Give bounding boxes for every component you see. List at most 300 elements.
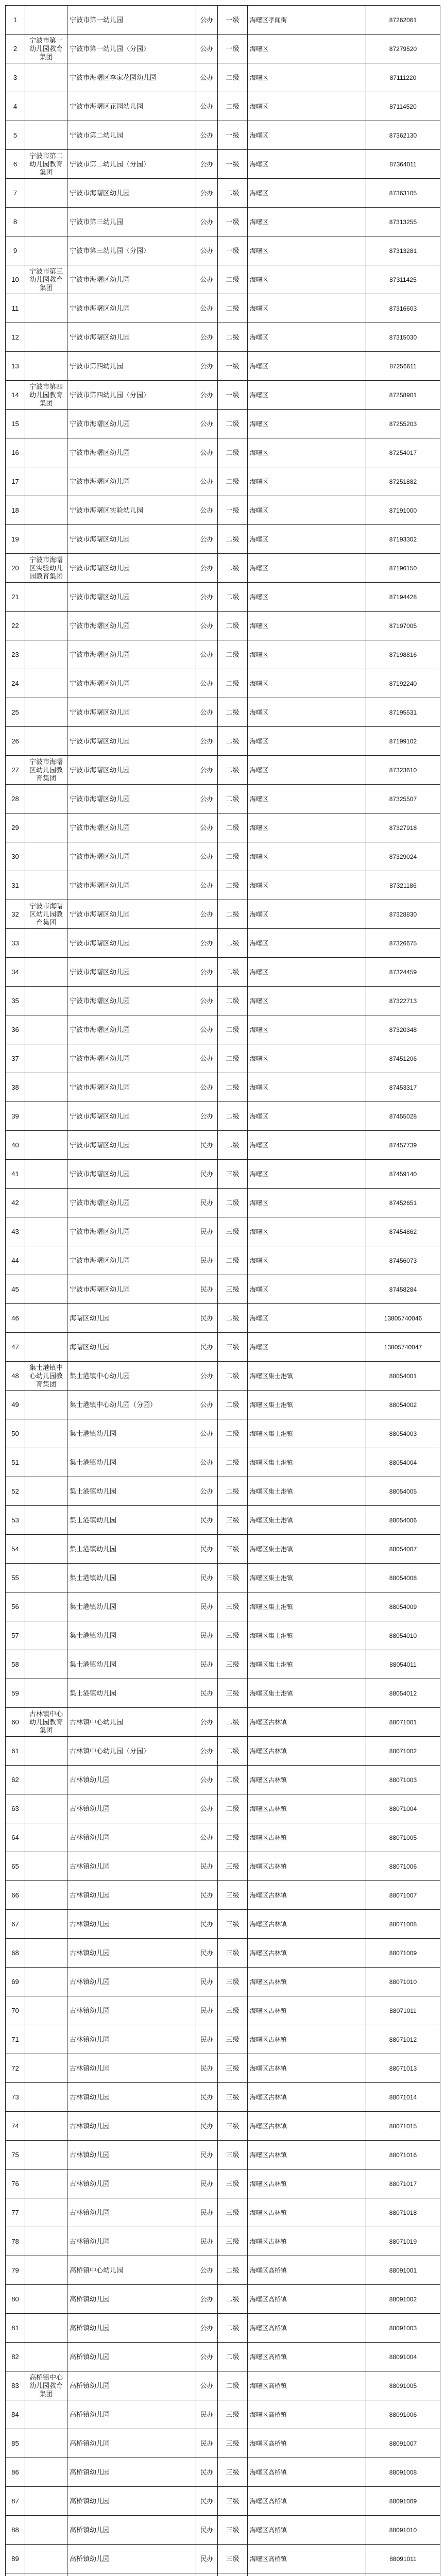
kindergarten-name: 宁波市第一幼儿园 — [67, 6, 196, 35]
grade-level: 三级 — [218, 1679, 248, 1708]
table-row — [6, 669, 440, 698]
grade-level: 三级 — [218, 2141, 248, 2170]
ownership-type: 民办 — [196, 2545, 218, 2573]
kindergarten-name: 高桥镇幼儿园 — [67, 2285, 196, 2314]
row-number: 77 — [6, 2198, 25, 2227]
row-number: 18 — [6, 496, 25, 525]
address-cell: 海曙区高桥镇 — [248, 2429, 366, 2458]
grade-level: 二级 — [218, 323, 248, 352]
table-row — [6, 583, 440, 612]
address-cell: 海曙区古林镇 — [248, 2054, 366, 2083]
row-number: 7 — [6, 179, 25, 208]
grade-level: 二级 — [218, 467, 248, 496]
ownership-type: 公办 — [196, 1419, 218, 1448]
kindergarten-name: 宁波市第四幼儿园 — [67, 352, 196, 381]
kindergarten-name: 海曙区幼儿园 — [67, 1333, 196, 1362]
address-cell: 海曙区 — [248, 1304, 366, 1333]
kindergarten-name: 宁波市海曙区幼儿园 — [67, 756, 196, 785]
grade-level: 三级 — [218, 2545, 248, 2573]
ownership-type: 公办 — [196, 179, 218, 208]
kindergarten-name: 宁波市海曙区幼儿园 — [67, 929, 196, 958]
address-cell: 海曙区古林镇 — [248, 2025, 366, 2054]
grade-level: 二级 — [218, 294, 248, 323]
grade-level: 二级 — [218, 525, 248, 554]
group-cell — [25, 1044, 67, 1073]
kindergarten-name: 宁波市海曙区幼儿园 — [67, 294, 196, 323]
table-row — [6, 92, 440, 121]
address-cell: 海曙区 — [248, 1044, 366, 1073]
kindergarten-name: 宁波市海曙区幼儿园 — [67, 1131, 196, 1160]
row-number: 65 — [6, 1852, 25, 1881]
ownership-type: 公办 — [196, 958, 218, 987]
grade-level: 二级 — [218, 1044, 248, 1073]
phone-cell: 87322713 — [366, 987, 440, 1015]
grade-level: 二级 — [218, 842, 248, 871]
group-cell — [25, 785, 67, 814]
row-number: 4 — [6, 92, 25, 121]
grade-level: 三级 — [218, 2227, 248, 2256]
table-row — [6, 410, 440, 438]
address-cell: 海曙区集士港镇 — [248, 1477, 366, 1506]
kindergarten-roster-table — [5, 5, 440, 2576]
group-cell — [25, 1015, 67, 1044]
grade-level — [218, 2573, 248, 2576]
group-cell — [25, 1419, 67, 1448]
table-row — [6, 929, 440, 958]
ownership-type: 公办 — [196, 294, 218, 323]
kindergarten-name: 宁波市海曙区幼儿园 — [67, 727, 196, 756]
group-cell: 古林镇中心幼儿园教育集团 — [25, 1708, 67, 1737]
grade-level: 二级 — [218, 1189, 248, 1217]
phone-cell: 87454862 — [366, 1217, 440, 1246]
kindergarten-name: 古林镇中心幼儿园（分园） — [67, 1737, 196, 1766]
table-row — [6, 2429, 440, 2458]
phone-cell: 87323610 — [366, 756, 440, 785]
address-cell: 海曙区古林镇 — [248, 2083, 366, 2112]
phone-cell: 88054011 — [366, 1650, 440, 1679]
address-cell: 海曙区 — [248, 265, 366, 294]
row-number: 11 — [6, 294, 25, 323]
ownership-type: 民办 — [196, 1650, 218, 1679]
address-cell: 海曙区高桥镇 — [248, 2314, 366, 2343]
address-cell: 海曙区 — [248, 1189, 366, 1217]
address-cell: 海曙区古林镇 — [248, 1996, 366, 2025]
ownership-type: 公办 — [196, 121, 218, 150]
ownership-type: 民办 — [196, 2198, 218, 2227]
table-row — [6, 496, 440, 525]
group-cell — [25, 1592, 67, 1621]
phone-cell: 87327918 — [366, 814, 440, 842]
grade-level: 二级 — [218, 63, 248, 92]
table-row — [6, 2198, 440, 2227]
group-cell — [25, 467, 67, 496]
row-number: 34 — [6, 958, 25, 987]
address-cell: 海曙区 — [248, 612, 366, 640]
kindergarten-name: 宁波市第二幼儿园（分园） — [67, 150, 196, 179]
ownership-type: 民办 — [196, 1275, 218, 1304]
table-row — [6, 2400, 440, 2429]
ownership-type: 公办 — [196, 900, 218, 929]
group-cell — [25, 1650, 67, 1679]
ownership-type: 公办 — [196, 1794, 218, 1823]
row-number: 64 — [6, 1823, 25, 1852]
group-cell — [25, 2198, 67, 2227]
group-cell — [25, 1766, 67, 1794]
address-cell: 海曙区 — [248, 1131, 366, 1160]
ownership-type: 民办 — [196, 1160, 218, 1189]
phone-cell: 88054002 — [366, 1391, 440, 1419]
kindergarten-name: 古林镇幼儿园 — [67, 1852, 196, 1881]
table-row — [6, 2227, 440, 2256]
phone-cell: 87198816 — [366, 640, 440, 669]
ownership-type: 民办 — [196, 1304, 218, 1333]
address-cell: 海曙区高桥镇 — [248, 2371, 366, 2400]
phone-cell: 87363105 — [366, 179, 440, 208]
kindergarten-name: 宁波市海曙区幼儿园 — [67, 323, 196, 352]
row-number: 72 — [6, 2054, 25, 2083]
ownership-type: 民办 — [196, 2112, 218, 2141]
group-cell — [25, 525, 67, 554]
address-cell: 海曙区集士港镇 — [248, 1391, 366, 1419]
grade-level: 三级 — [218, 1333, 248, 1362]
row-number: 10 — [6, 265, 25, 294]
kindergarten-name: 宁波市海曙区幼儿园 — [67, 640, 196, 669]
table-row — [6, 1333, 440, 1362]
address-cell: 海曙区 — [248, 294, 366, 323]
grade-level: 二级 — [218, 1102, 248, 1131]
address-cell: 海曙区古林镇 — [248, 1968, 366, 1996]
address-cell: 海曙区 — [248, 323, 366, 352]
kindergarten-name: 高桥镇幼儿园 — [67, 2371, 196, 2400]
phone-cell: 87196150 — [366, 554, 440, 583]
ownership-type: 公办 — [196, 6, 218, 35]
address-cell: 海曙区 — [248, 871, 366, 900]
table-row — [6, 2516, 440, 2545]
group-cell — [25, 1448, 67, 1477]
grade-level: 二级 — [218, 92, 248, 121]
ownership-type: 民办 — [196, 2025, 218, 2054]
row-number: 8 — [6, 208, 25, 236]
table-row — [6, 2112, 440, 2141]
table-row — [6, 1044, 440, 1073]
phone-cell: 87313255 — [366, 208, 440, 236]
group-cell — [25, 1102, 67, 1131]
ownership-type: 民办 — [196, 1131, 218, 1160]
group-cell — [25, 2400, 67, 2429]
table-row — [6, 900, 440, 929]
address-cell: 海曙区 — [248, 842, 366, 871]
address-cell: 海曙区古林镇 — [248, 1737, 366, 1766]
ownership-type: 民办 — [196, 1996, 218, 2025]
grade-level: 三级 — [218, 1939, 248, 1968]
ownership-type: 公办 — [196, 1737, 218, 1766]
row-number: 63 — [6, 1794, 25, 1823]
kindergarten-name: 古林镇幼儿园 — [67, 1766, 196, 1794]
table-row — [6, 2487, 440, 2516]
group-cell — [25, 2141, 67, 2170]
address-cell: 海曙区 — [248, 1275, 366, 1304]
row-number: 49 — [6, 1391, 25, 1419]
ownership-type: 公办 — [196, 525, 218, 554]
phone-cell: 88054007 — [366, 1535, 440, 1564]
group-cell — [25, 2314, 67, 2343]
phone-cell: 87313281 — [366, 236, 440, 265]
kindergarten-name: 宁波市海曙区幼儿园 — [67, 900, 196, 929]
address-cell: 海曙区高桥镇 — [248, 2400, 366, 2429]
group-cell: 宁波市海曙区幼儿园教育集团 — [25, 756, 67, 785]
phone-cell: 88071004 — [366, 1794, 440, 1823]
ownership-type: 公办 — [196, 2371, 218, 2400]
ownership-type: 公办 — [196, 1708, 218, 1737]
kindergarten-name: 宁波市海曙区幼儿园 — [67, 958, 196, 987]
row-number: 84 — [6, 2400, 25, 2429]
group-cell — [25, 987, 67, 1015]
grade-level: 三级 — [218, 1564, 248, 1592]
table-row — [6, 63, 440, 92]
phone-cell: 87192240 — [366, 669, 440, 698]
kindergarten-name: 集士港镇幼儿园 — [67, 1592, 196, 1621]
grade-level: 二级 — [218, 1766, 248, 1794]
group-cell — [25, 2025, 67, 2054]
group-cell — [25, 1073, 67, 1102]
row-number: 40 — [6, 1131, 25, 1160]
group-cell — [25, 871, 67, 900]
ownership-type: 公办 — [196, 1766, 218, 1794]
row-number: 88 — [6, 2516, 25, 2545]
grade-level: 三级 — [218, 1592, 248, 1621]
address-cell: 海曙区 — [248, 929, 366, 958]
address-cell: 海曙区 — [248, 496, 366, 525]
group-cell: 宁波市第三幼儿园教育集团 — [25, 265, 67, 294]
group-cell — [25, 1246, 67, 1275]
phone-cell: 88091004 — [366, 2343, 440, 2371]
kindergarten-name: 宁波市海曙区幼儿园 — [67, 1217, 196, 1246]
grade-level: 二级 — [218, 1794, 248, 1823]
table-row — [6, 1564, 440, 1592]
table-row — [6, 1102, 440, 1131]
kindergarten-name: 集士港镇幼儿园 — [67, 1506, 196, 1535]
table-row — [6, 381, 440, 410]
row-number: 78 — [6, 2227, 25, 2256]
grade-level: 一级 — [218, 150, 248, 179]
group-cell — [25, 2227, 67, 2256]
table-row — [6, 2545, 440, 2573]
address-cell: 海曙区 — [248, 410, 366, 438]
grade-level: 二级 — [218, 179, 248, 208]
ownership-type: 民办 — [196, 2054, 218, 2083]
kindergarten-name: 古林镇幼儿园 — [67, 2025, 196, 2054]
group-cell — [25, 669, 67, 698]
row-number: 29 — [6, 814, 25, 842]
grade-level: 二级 — [218, 1362, 248, 1391]
kindergarten-name: 宁波市海曙区幼儿园 — [67, 265, 196, 294]
kindergarten-name: 古林镇幼儿园 — [67, 2112, 196, 2141]
group-cell — [25, 236, 67, 265]
phone-cell: 87459140 — [366, 1160, 440, 1189]
table-row — [6, 1189, 440, 1217]
phone-cell: 87256611 — [366, 352, 440, 381]
row-number: 46 — [6, 1304, 25, 1333]
ownership-type: 民办 — [196, 1852, 218, 1881]
row-number: 9 — [6, 236, 25, 265]
kindergarten-name: 宁波市海曙区幼儿园 — [67, 785, 196, 814]
kindergarten-name: 宁波市海曙区幼儿园 — [67, 410, 196, 438]
group-cell — [25, 1852, 67, 1881]
ownership-type: 公办 — [196, 814, 218, 842]
phone-cell: 87453317 — [366, 1073, 440, 1102]
address-cell: 海曙区 — [248, 814, 366, 842]
grade-level: 二级 — [218, 1448, 248, 1477]
row-number: 45 — [6, 1275, 25, 1304]
ownership-type: 民办 — [196, 1564, 218, 1592]
grade-level: 三级 — [218, 1506, 248, 1535]
grade-level: 三级 — [218, 2083, 248, 2112]
row-number: 20 — [6, 554, 25, 583]
table-row — [6, 2170, 440, 2198]
table-row — [6, 2573, 440, 2576]
group-cell — [25, 2170, 67, 2198]
ownership-type: 公办 — [196, 467, 218, 496]
row-number: 22 — [6, 612, 25, 640]
row-number: 3 — [6, 63, 25, 92]
phone-cell: 88071018 — [366, 2198, 440, 2227]
table-row — [6, 1275, 440, 1304]
group-cell — [25, 2343, 67, 2371]
grade-level: 二级 — [218, 1737, 248, 1766]
row-number: 31 — [6, 871, 25, 900]
address-cell: 海曙区集士港镇 — [248, 1564, 366, 1592]
row-number: 55 — [6, 1564, 25, 1592]
address-cell: 海曙区 — [248, 525, 366, 554]
phone-cell: 87193302 — [366, 525, 440, 554]
address-cell: 海曙区 — [248, 381, 366, 410]
phone-cell: 87251882 — [366, 467, 440, 496]
kindergarten-name: 宁波市海曙区幼儿园 — [67, 698, 196, 727]
phone-cell: 88071012 — [366, 2025, 440, 2054]
row-number: 70 — [6, 1996, 25, 2025]
grade-level: 二级 — [218, 438, 248, 467]
table-row — [6, 1794, 440, 1823]
phone-cell: 87315030 — [366, 323, 440, 352]
group-cell — [25, 179, 67, 208]
phone-cell: 87262061 — [366, 6, 440, 35]
address-cell: 海曙区 — [248, 121, 366, 150]
group-cell — [25, 92, 67, 121]
table-row — [6, 121, 440, 150]
phone-cell: 88054010 — [366, 1621, 440, 1650]
grade-level: 三级 — [218, 2516, 248, 2545]
address-cell: 海曙区 — [248, 150, 366, 179]
phone-cell: 88071011 — [366, 1996, 440, 2025]
kindergarten-name: 宁波市海曙区幼儿园 — [67, 1102, 196, 1131]
address-cell: 海曙区 — [248, 583, 366, 612]
address-cell: 海曙区集士港镇 — [248, 1621, 366, 1650]
grade-level: 二级 — [218, 554, 248, 583]
group-cell: 宁波市第四幼儿园教育集团 — [25, 381, 67, 410]
phone-cell: 87329024 — [366, 842, 440, 871]
group-cell — [25, 727, 67, 756]
group-cell — [25, 1333, 67, 1362]
ownership-type: 公办 — [196, 669, 218, 698]
phone-cell: 88071019 — [366, 2227, 440, 2256]
row-number: 89 — [6, 2545, 25, 2573]
group-cell — [25, 1477, 67, 1506]
roster-body — [6, 6, 440, 2576]
group-cell — [25, 1939, 67, 1968]
grade-level: 三级 — [218, 1160, 248, 1189]
row-number: 58 — [6, 1650, 25, 1679]
group-cell — [25, 2573, 67, 2576]
grade-level: 三级 — [218, 2429, 248, 2458]
grade-level: 三级 — [218, 1217, 248, 1246]
group-cell — [25, 1823, 67, 1852]
table-row — [6, 2054, 440, 2083]
table-row — [6, 1391, 440, 1419]
group-cell — [25, 842, 67, 871]
row-number: 75 — [6, 2141, 25, 2170]
kindergarten-name: 古林镇幼儿园 — [67, 1881, 196, 1910]
address-cell: 海曙区古林镇 — [248, 1881, 366, 1910]
table-row — [6, 2458, 440, 2487]
table-row — [6, 2371, 440, 2400]
grade-level: 二级 — [218, 958, 248, 987]
kindergarten-name: 古林镇幼儿园 — [67, 1996, 196, 2025]
kindergarten-name: 古林镇幼儿园 — [67, 1939, 196, 1968]
table-row — [6, 208, 440, 236]
address-cell: 海曙区高桥镇 — [248, 2256, 366, 2285]
kindergarten-name: 高桥镇中心幼儿园 — [67, 2256, 196, 2285]
ownership-type: 民办 — [196, 1881, 218, 1910]
table-row — [6, 1621, 440, 1650]
phone-cell: 87364011 — [366, 150, 440, 179]
kindergarten-name: 古林镇幼儿园 — [67, 1823, 196, 1852]
address-cell: 海曙区古林镇 — [248, 2141, 366, 2170]
kindergarten-name: 高桥镇幼儿园 — [67, 2487, 196, 2516]
grade-level: 三级 — [218, 1535, 248, 1564]
table-row — [6, 2083, 440, 2112]
kindergarten-name: 宁波市海曙区幼儿园 — [67, 669, 196, 698]
phone-cell: 87451206 — [366, 1044, 440, 1073]
grade-level: 三级 — [218, 2400, 248, 2429]
kindergarten-name: 高桥镇幼儿园 — [67, 2400, 196, 2429]
address-cell: 海曙区 — [248, 1333, 366, 1362]
ownership-type: 民办 — [196, 1939, 218, 1968]
address-cell: 海曙区 — [248, 1246, 366, 1275]
group-cell — [25, 1304, 67, 1333]
phone-cell: 87326675 — [366, 929, 440, 958]
row-number: 16 — [6, 438, 25, 467]
phone-cell: 88091007 — [366, 2429, 440, 2458]
kindergarten-name: 古林镇幼儿园 — [67, 2227, 196, 2256]
phone-cell: 88071008 — [366, 1910, 440, 1939]
table-row — [6, 1448, 440, 1477]
kindergarten-name: 古林镇幼儿园 — [67, 1794, 196, 1823]
kindergarten-name: 古林镇幼儿园 — [67, 2198, 196, 2227]
table-row — [6, 698, 440, 727]
phone-cell: 88071005 — [366, 1823, 440, 1852]
grade-level: 二级 — [218, 1304, 248, 1333]
grade-level: 一级 — [218, 121, 248, 150]
row-number: 67 — [6, 1910, 25, 1939]
kindergarten-name: 集士港镇幼儿园 — [67, 1477, 196, 1506]
group-cell — [25, 1996, 67, 2025]
kindergarten-name: 宁波市海曙区幼儿园 — [67, 1275, 196, 1304]
row-number: 39 — [6, 1102, 25, 1131]
ownership-type: 民办 — [196, 2170, 218, 2198]
ownership-type: 公办 — [196, 698, 218, 727]
ownership-type: 民办 — [196, 2516, 218, 2545]
ownership-type: 民办 — [196, 1592, 218, 1621]
